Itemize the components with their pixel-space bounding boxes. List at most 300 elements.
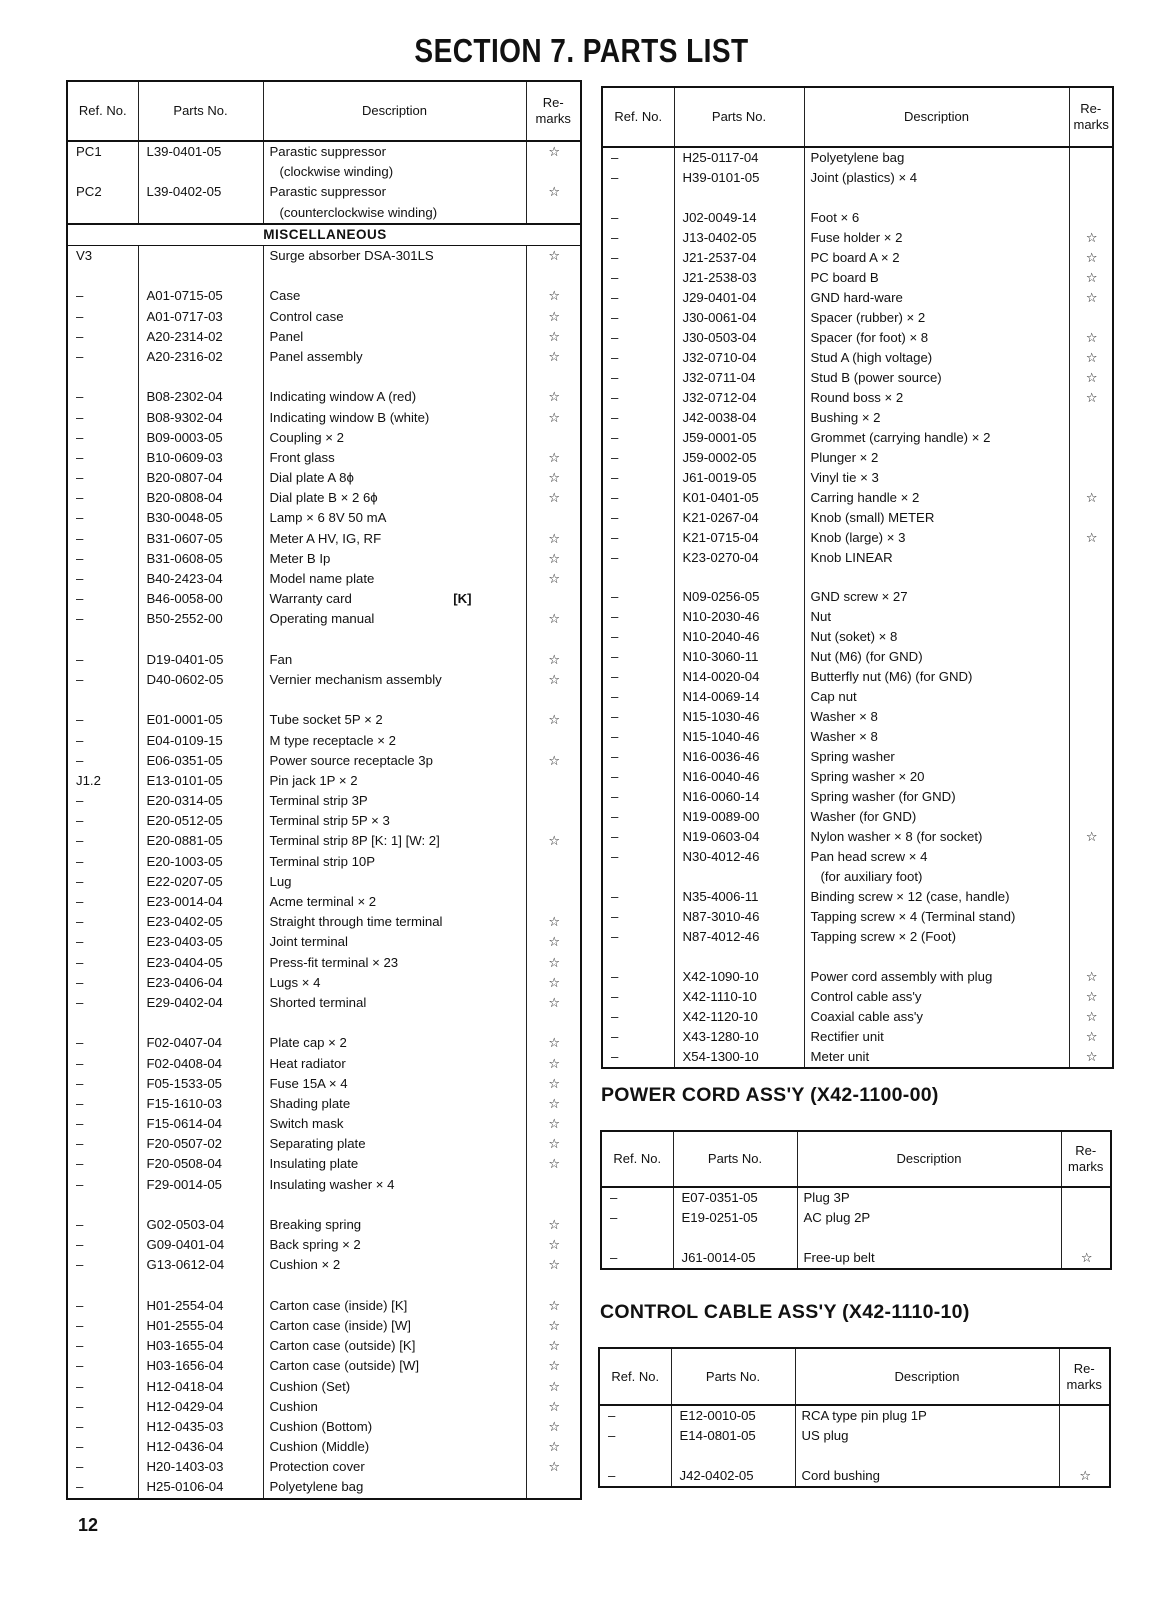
- remark-star-icon: ☆: [526, 468, 581, 488]
- table-row: [67, 1397, 581, 1417]
- table-row: [67, 141, 581, 162]
- ref-no-cell: [602, 188, 674, 208]
- ref-no-cell: –: [67, 448, 138, 468]
- parts-no-cell: [673, 1228, 797, 1248]
- table-row: [602, 528, 1113, 548]
- parts-no-cell: J42-0402-05: [671, 1466, 795, 1487]
- parts-no-cell: J21-2537-04: [674, 248, 804, 268]
- description-cell: [263, 1013, 526, 1033]
- ref-no-cell: –: [67, 1114, 138, 1134]
- table-row: [67, 1457, 581, 1477]
- parts-no-cell: [138, 630, 263, 650]
- description-cell: Bushing × 2: [804, 408, 1069, 428]
- description-cell: US plug: [795, 1426, 1059, 1446]
- table-row: [67, 791, 581, 811]
- table-row: [67, 182, 581, 202]
- table-row: [67, 387, 581, 407]
- remarks-cell: [1069, 687, 1113, 707]
- parts-no-cell: H20-1403-03: [138, 1457, 263, 1477]
- remarks-cell: [1069, 208, 1113, 228]
- ref-no-cell: –: [602, 727, 674, 747]
- remark-star-icon: ☆: [526, 1376, 581, 1396]
- description-cell: Operating manual: [263, 609, 526, 629]
- parts-no-cell: [138, 690, 263, 710]
- ref-no-cell: –: [67, 1215, 138, 1235]
- description-cell: Case: [263, 286, 526, 306]
- table-row: [67, 266, 581, 286]
- remark-star-icon: ☆: [1069, 288, 1113, 308]
- table-row: [67, 428, 581, 448]
- remark-star-icon: ☆: [526, 1457, 581, 1477]
- ref-no-cell: –: [602, 328, 674, 348]
- parts-no-cell: H12-0429-04: [138, 1397, 263, 1417]
- ref-no-cell: –: [602, 348, 674, 368]
- ref-no-cell: –: [67, 589, 138, 609]
- remarks-cell: [1059, 1405, 1110, 1426]
- description-cell: Cord bushing: [795, 1466, 1059, 1487]
- parts-table-right: [601, 86, 1114, 1069]
- remark-star-icon: ☆: [526, 1316, 581, 1336]
- description-cell: Parastic suppressor: [263, 141, 526, 162]
- ref-no-cell: –: [602, 248, 674, 268]
- parts-no-cell: [138, 266, 263, 286]
- ref-no-cell: [67, 266, 138, 286]
- parts-no-cell: N10-2030-46: [674, 607, 804, 627]
- ref-no-cell: –: [602, 528, 674, 548]
- header-ref-no: Ref. No.: [601, 1131, 673, 1187]
- parts-no-cell: H12-0436-04: [138, 1437, 263, 1457]
- table-row: [601, 1208, 1111, 1228]
- parts-no-cell: B31-0608-05: [138, 549, 263, 569]
- ref-no-cell: [602, 867, 674, 887]
- table-row: [67, 1417, 581, 1437]
- parts-no-cell: H39-0101-05: [674, 168, 804, 188]
- ref-no-cell: –: [67, 811, 138, 831]
- remarks-cell: [1061, 1208, 1111, 1228]
- remark-star-icon: ☆: [526, 327, 581, 347]
- parts-no-cell: [138, 1013, 263, 1033]
- ref-no-cell: –: [67, 529, 138, 549]
- description-cell: [804, 568, 1069, 588]
- parts-no-cell: [138, 367, 263, 387]
- ref-no-cell: –: [67, 508, 138, 528]
- ref-no-cell: PC1: [67, 141, 138, 162]
- parts-no-cell: E20-1003-05: [138, 852, 263, 872]
- header-remarks: Re- marks: [1059, 1348, 1110, 1405]
- table-row: [67, 1094, 581, 1114]
- ref-no-cell: –: [67, 428, 138, 448]
- description-cell: Foot × 6: [804, 208, 1069, 228]
- table-row: [67, 1276, 581, 1296]
- table-row: [67, 589, 581, 609]
- parts-no-cell: F29-0014-05: [138, 1175, 263, 1195]
- parts-no-cell: [671, 1446, 795, 1466]
- description-cell: Plunger × 2: [804, 448, 1069, 468]
- ref-no-cell: –: [67, 932, 138, 952]
- parts-no-cell: J59-0001-05: [674, 428, 804, 448]
- parts-no-cell: D40-0602-05: [138, 670, 263, 690]
- parts-no-cell: N30-4012-46: [674, 847, 804, 867]
- parts-no-cell: J21-2538-03: [674, 268, 804, 288]
- table-row: [602, 1007, 1113, 1027]
- parts-no-cell: F05-1533-05: [138, 1074, 263, 1094]
- remark-star-icon: ☆: [526, 1215, 581, 1235]
- remarks-cell: [1069, 448, 1113, 468]
- ref-no-cell: –: [67, 1175, 138, 1195]
- ref-no-cell: –: [67, 1235, 138, 1255]
- remark-star-icon: ☆: [1069, 228, 1113, 248]
- table-row: [67, 609, 581, 629]
- remarks-cell: [1069, 508, 1113, 528]
- table-row: [67, 730, 581, 750]
- table-row: [67, 286, 581, 306]
- remarks-cell: [526, 203, 581, 224]
- parts-no-cell: X54-1300-10: [674, 1047, 804, 1068]
- description-cell: Pan head screw × 4: [804, 847, 1069, 867]
- parts-no-cell: E23-0403-05: [138, 932, 263, 952]
- parts-table-left: [66, 80, 582, 1500]
- parts-no-cell: X42-1120-10: [674, 1007, 804, 1027]
- parts-no-cell: H01-2555-04: [138, 1316, 263, 1336]
- table-row: [67, 203, 581, 224]
- header-remarks: Re- marks: [1061, 1131, 1111, 1187]
- remarks-cell: [526, 1477, 581, 1498]
- ref-no-cell: –: [67, 1094, 138, 1114]
- ref-no-cell: [67, 1195, 138, 1215]
- table-row: [602, 967, 1113, 987]
- ref-no-cell: –: [602, 288, 674, 308]
- ref-no-cell: –: [602, 308, 674, 328]
- remark-star-icon: ☆: [526, 650, 581, 670]
- remarks-cell: [1069, 147, 1113, 168]
- remark-star-icon: ☆: [526, 1074, 581, 1094]
- ref-no-cell: [602, 947, 674, 967]
- remark-star-icon: ☆: [526, 831, 581, 851]
- header-parts-no: Parts No.: [671, 1348, 795, 1405]
- description-cell: Tube socket 5P × 2: [263, 710, 526, 730]
- description-cell: Coupling × 2: [263, 428, 526, 448]
- ref-no-cell: –: [602, 147, 674, 168]
- remark-star-icon: ☆: [1069, 328, 1113, 348]
- description-cell: Carton case (inside) [W]: [263, 1316, 526, 1336]
- table-row: [67, 162, 581, 182]
- ref-no-cell: –: [67, 1437, 138, 1457]
- description-cell: [263, 266, 526, 286]
- ref-no-cell: –: [67, 1033, 138, 1053]
- parts-no-cell: B31-0607-05: [138, 529, 263, 549]
- parts-no-cell: D19-0401-05: [138, 650, 263, 670]
- description-cell: [263, 630, 526, 650]
- remarks-cell: [1069, 947, 1113, 967]
- ref-no-cell: –: [67, 1053, 138, 1073]
- ref-no-cell: –: [602, 827, 674, 847]
- ref-no-cell: –: [67, 1296, 138, 1316]
- ref-no-cell: –: [67, 347, 138, 367]
- remarks-cell: [1069, 548, 1113, 568]
- description-cell: Plug 3P: [797, 1187, 1061, 1208]
- table-row: [602, 268, 1113, 288]
- parts-no-cell: [674, 867, 804, 887]
- parts-no-cell: B08-2302-04: [138, 387, 263, 407]
- remark-star-icon: ☆: [526, 387, 581, 407]
- ref-no-cell: –: [67, 973, 138, 993]
- description-cell: Carton case (inside) [K]: [263, 1296, 526, 1316]
- parts-no-cell: F20-0508-04: [138, 1154, 263, 1174]
- ref-no-cell: –: [67, 407, 138, 427]
- remarks-cell: [526, 508, 581, 528]
- parts-no-cell: N10-3060-11: [674, 647, 804, 667]
- remark-star-icon: ☆: [526, 953, 581, 973]
- table-row: [67, 670, 581, 690]
- table-row: [602, 847, 1113, 867]
- power-cord-heading: POWER CORD ASS'Y (X42-1100-00): [601, 1084, 939, 1106]
- description-cell: Spring washer × 20: [804, 767, 1069, 787]
- table-row: [602, 707, 1113, 727]
- ref-no-cell: [599, 1446, 671, 1466]
- parts-no-cell: J61-0019-05: [674, 468, 804, 488]
- table-row: [67, 771, 581, 791]
- description-cell: Fuse holder × 2: [804, 228, 1069, 248]
- header-ref-no: Ref. No.: [602, 87, 674, 147]
- remarks-cell: [1061, 1228, 1111, 1248]
- ref-no-cell: –: [67, 1376, 138, 1396]
- remark-star-icon: ☆: [526, 1134, 581, 1154]
- ref-no-cell: –: [67, 710, 138, 730]
- ref-no-cell: –: [602, 907, 674, 927]
- table-row: [599, 1466, 1110, 1487]
- description-cell: [263, 1195, 526, 1215]
- parts-no-cell: J29-0401-04: [674, 288, 804, 308]
- parts-no-cell: [674, 188, 804, 208]
- description-cell: [804, 188, 1069, 208]
- description-cell: GND hard-ware: [804, 288, 1069, 308]
- ref-no-cell: PC2: [67, 182, 138, 202]
- ref-no-cell: –: [599, 1405, 671, 1426]
- remarks-cell: [526, 630, 581, 650]
- remark-star-icon: ☆: [526, 670, 581, 690]
- ref-no-cell: –: [599, 1466, 671, 1487]
- parts-no-cell: [674, 568, 804, 588]
- remarks-cell: [1059, 1426, 1110, 1446]
- remarks-cell: [526, 811, 581, 831]
- ref-no-cell: –: [67, 1336, 138, 1356]
- table-row: [602, 488, 1113, 508]
- table-row: [602, 568, 1113, 588]
- ref-no-cell: –: [599, 1426, 671, 1446]
- description-cell: Spacer (rubber) × 2: [804, 308, 1069, 328]
- remark-star-icon: ☆: [526, 286, 581, 306]
- table-row: [67, 993, 581, 1013]
- table-row: [67, 1195, 581, 1215]
- remarks-cell: [1069, 587, 1113, 607]
- ref-no-cell: –: [601, 1208, 673, 1228]
- remark-star-icon: ☆: [1069, 248, 1113, 268]
- parts-no-cell: H25-0117-04: [674, 147, 804, 168]
- remarks-cell: [1069, 907, 1113, 927]
- table-row: [67, 1033, 581, 1053]
- table-row: [67, 508, 581, 528]
- table-row: [602, 907, 1113, 927]
- description-cell: Binding screw × 12 (case, handle): [804, 887, 1069, 907]
- description-cell: Carton case (outside) [W]: [263, 1356, 526, 1376]
- remark-star-icon: ☆: [526, 1114, 581, 1134]
- parts-no-cell: J02-0049-14: [674, 208, 804, 228]
- parts-no-cell: J32-0711-04: [674, 368, 804, 388]
- table-row: [602, 368, 1113, 388]
- ref-no-cell: –: [602, 1027, 674, 1047]
- ref-no-cell: [67, 367, 138, 387]
- remarks-cell: [526, 1195, 581, 1215]
- remarks-cell: [1069, 188, 1113, 208]
- ref-no-cell: –: [67, 286, 138, 306]
- description-cell: [263, 690, 526, 710]
- description-cell: (clockwise winding): [263, 162, 526, 182]
- ref-no-cell: –: [67, 1356, 138, 1376]
- table-row: [67, 549, 581, 569]
- parts-no-cell: H03-1656-04: [138, 1356, 263, 1376]
- table-row: [67, 327, 581, 347]
- table-row: [67, 1376, 581, 1396]
- parts-no-cell: F20-0507-02: [138, 1134, 263, 1154]
- parts-no-cell: E23-0402-05: [138, 912, 263, 932]
- table-row: [67, 1336, 581, 1356]
- ref-no-cell: –: [602, 747, 674, 767]
- parts-no-cell: X42-1110-10: [674, 987, 804, 1007]
- description-cell: (for auxiliary foot): [804, 867, 1069, 887]
- table-row: [599, 1405, 1110, 1426]
- description-cell: Cushion (Middle): [263, 1437, 526, 1457]
- remark-star-icon: ☆: [1069, 488, 1113, 508]
- description-cell: PC board A × 2: [804, 248, 1069, 268]
- header-description: Description: [263, 81, 526, 141]
- remarks-cell: [1069, 168, 1113, 188]
- remark-star-icon: ☆: [526, 751, 581, 771]
- ref-no-cell: –: [67, 488, 138, 508]
- ref-no-cell: –: [67, 1397, 138, 1417]
- remarks-cell: [1069, 408, 1113, 428]
- ref-no-cell: [67, 203, 138, 224]
- description-cell: Front glass: [263, 448, 526, 468]
- description-cell: Acme terminal × 2: [263, 892, 526, 912]
- parts-no-cell: K23-0270-04: [674, 548, 804, 568]
- remarks-cell: [526, 892, 581, 912]
- description-cell: Joint terminal: [263, 932, 526, 952]
- description-cell: [263, 367, 526, 387]
- ref-no-cell: –: [602, 887, 674, 907]
- header-parts-no: Parts No.: [674, 87, 804, 147]
- remarks-cell: [1069, 607, 1113, 627]
- table-row: [67, 872, 581, 892]
- ref-no-cell: [67, 1276, 138, 1296]
- table-row: [67, 811, 581, 831]
- header-parts-no: Parts No.: [673, 1131, 797, 1187]
- parts-no-cell: B09-0003-05: [138, 428, 263, 448]
- ref-no-cell: –: [602, 368, 674, 388]
- description-cell: Vernier mechanism assembly: [263, 670, 526, 690]
- description-cell: Panel: [263, 327, 526, 347]
- description-cell: Stud B (power source): [804, 368, 1069, 388]
- table-row: [602, 627, 1113, 647]
- remark-star-icon: ☆: [526, 549, 581, 569]
- table-row: [67, 1477, 581, 1498]
- description-cell: Heat radiator: [263, 1053, 526, 1073]
- table-row: [67, 1437, 581, 1457]
- table-row: [67, 912, 581, 932]
- description-cell: (counterclockwise winding): [263, 203, 526, 224]
- ref-no-cell: –: [67, 953, 138, 973]
- description-cell: Knob LINEAR: [804, 548, 1069, 568]
- description-cell: Terminal strip 3P: [263, 791, 526, 811]
- remarks-cell: [1069, 468, 1113, 488]
- table-row: [602, 308, 1113, 328]
- remarks-cell: [1069, 787, 1113, 807]
- ref-no-cell: –: [602, 707, 674, 727]
- parts-no-cell: G13-0612-04: [138, 1255, 263, 1275]
- description-cell: Terminal strip 8P [K: 1] [W: 2]: [263, 831, 526, 851]
- table-row: [67, 407, 581, 427]
- parts-no-cell: N16-0040-46: [674, 767, 804, 787]
- ref-no-cell: –: [67, 1316, 138, 1336]
- description-cell: GND screw × 27: [804, 587, 1069, 607]
- ref-no-cell: –: [602, 587, 674, 607]
- table-row: [602, 348, 1113, 368]
- description-cell: Insulating washer × 4: [263, 1175, 526, 1195]
- remark-star-icon: ☆: [526, 993, 581, 1013]
- ref-no-cell: –: [67, 650, 138, 670]
- ref-no-cell: –: [602, 927, 674, 947]
- table-row: [67, 1255, 581, 1275]
- table-row: [67, 831, 581, 851]
- ref-no-cell: V3: [67, 245, 138, 266]
- ref-no-cell: –: [67, 1457, 138, 1477]
- table-row: [67, 1215, 581, 1235]
- parts-no-cell: E29-0402-04: [138, 993, 263, 1013]
- ref-no-cell: –: [67, 1255, 138, 1275]
- parts-no-cell: [138, 203, 263, 224]
- remark-star-icon: ☆: [526, 182, 581, 202]
- description-cell: Cushion × 2: [263, 1255, 526, 1275]
- parts-no-cell: A01-0717-03: [138, 307, 263, 327]
- parts-no-cell: G02-0503-04: [138, 1215, 263, 1235]
- parts-no-cell: X42-1090-10: [674, 967, 804, 987]
- table-row: [602, 667, 1113, 687]
- ref-no-cell: [601, 1228, 673, 1248]
- description-cell: Control cable ass'y: [804, 987, 1069, 1007]
- remark-star-icon: ☆: [526, 307, 581, 327]
- ref-no-cell: J1.2: [67, 771, 138, 791]
- description-cell: Terminal strip 5P × 3: [263, 811, 526, 831]
- description-cell: Dial plate B × 2 6ϕ: [263, 488, 526, 508]
- table-row: [67, 690, 581, 710]
- description-cell: M type receptacle × 2: [263, 730, 526, 750]
- description-cell: [263, 589, 526, 609]
- remarks-cell: [1069, 308, 1113, 328]
- parts-no-cell: A20-2316-02: [138, 347, 263, 367]
- parts-no-cell: E20-0881-05: [138, 831, 263, 851]
- parts-no-cell: B20-0808-04: [138, 488, 263, 508]
- table-row: [602, 168, 1113, 188]
- remarks-cell: [1069, 568, 1113, 588]
- table-row: [602, 727, 1113, 747]
- parts-no-cell: L39-0402-05: [138, 182, 263, 202]
- parts-no-cell: E13-0101-05: [138, 771, 263, 791]
- description-cell: Parastic suppressor: [263, 182, 526, 202]
- remark-star-icon: ☆: [526, 912, 581, 932]
- remark-star-icon: ☆: [526, 932, 581, 952]
- ref-no-cell: –: [602, 767, 674, 787]
- control-cable-table: [598, 1347, 1111, 1488]
- description-cell: Shorted terminal: [263, 993, 526, 1013]
